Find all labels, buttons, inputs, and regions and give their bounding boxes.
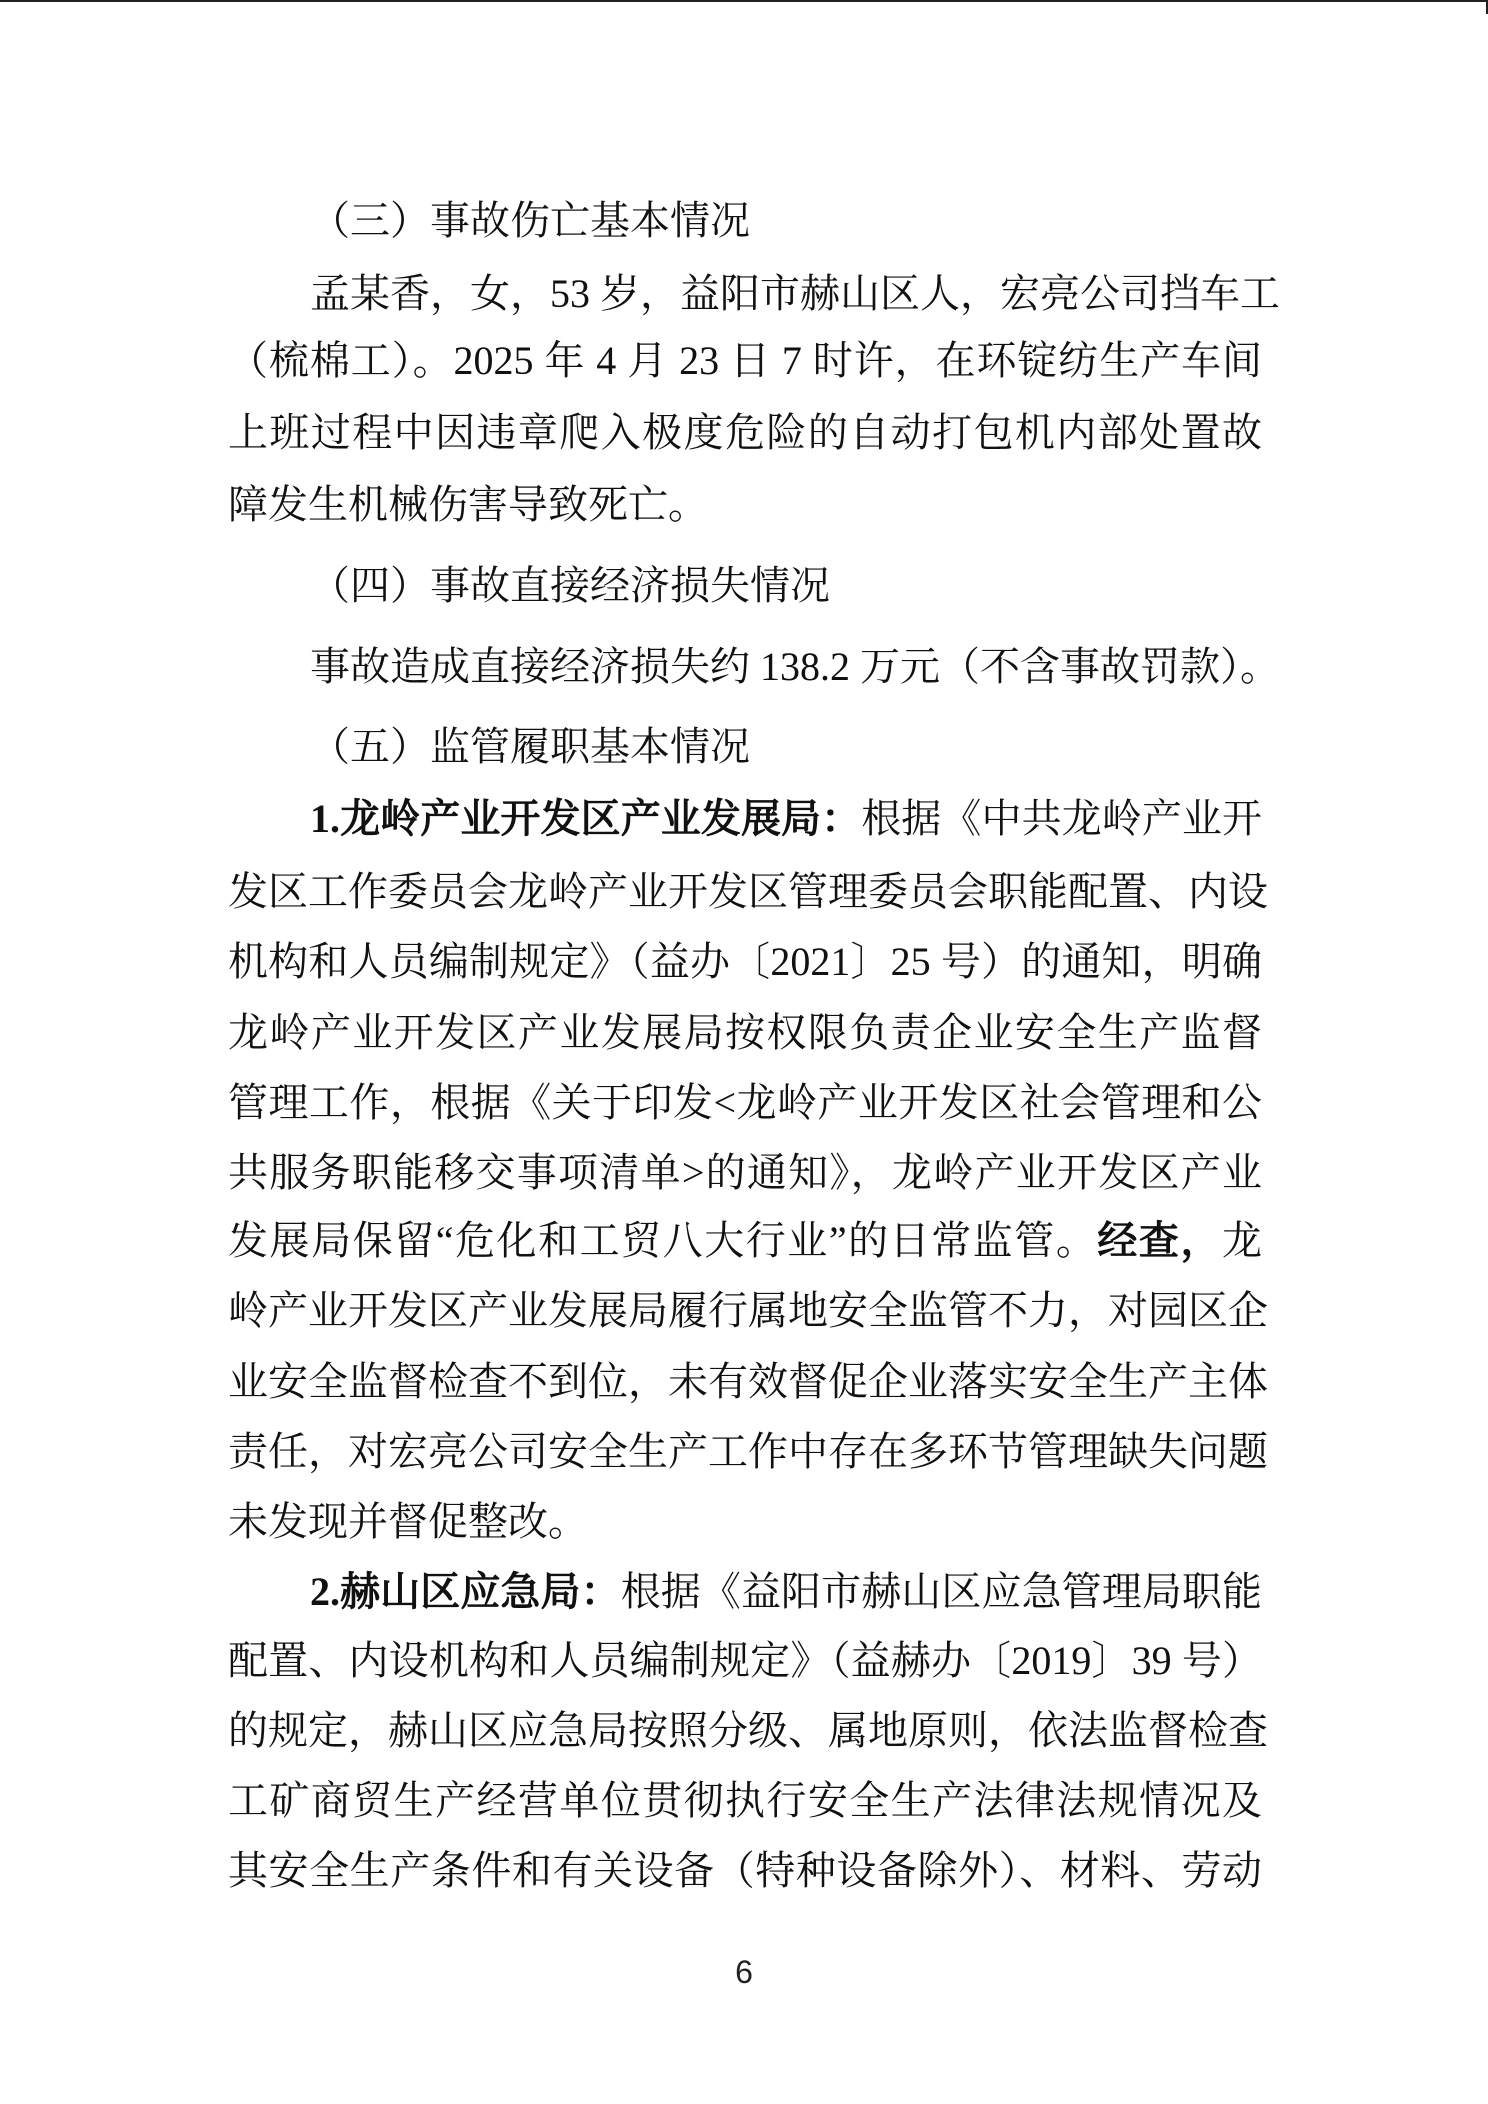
paragraph-line <box>228 1492 1262 1552</box>
bold-text: 经查， <box>1097 1218 1222 1263</box>
paragraph-line <box>228 1073 1262 1133</box>
paragraph-line <box>310 264 1280 324</box>
text-segment: 业安全监督检查不到位，未有效督促企业落实安全生产主体 <box>228 1359 1268 1404</box>
text-segment: （梳棉工）。2025 年 4 月 23 日 7 时许，在环锭纺生产车间 <box>228 338 1262 383</box>
text-segment: 共服务职能移交事项清单>的通知》，龙岭产业开发区产业 <box>228 1150 1262 1195</box>
text-segment: 根据《中共龙岭产业开 <box>861 796 1263 841</box>
text-segment: 龙岭产业开发区产业发展局按权限负责企业安全生产监督 <box>228 1010 1262 1055</box>
paragraph-line <box>228 1143 1262 1203</box>
paragraph-line <box>228 1422 1268 1482</box>
paragraph-line <box>228 403 1262 463</box>
page-top-border <box>0 0 1488 2</box>
text-segment: 的规定，赫山区应急局按照分级、属地原则，依法监督检查 <box>228 1708 1268 1753</box>
paragraph-line <box>228 1281 1268 1341</box>
paragraph-line <box>228 1771 1262 1831</box>
text-segment: 其安全生产条件和有关设备（特种设备除外）、材料、劳动 <box>228 1848 1262 1893</box>
text-segment: （三）事故伤亡基本情况 <box>310 198 750 243</box>
text-segment: 岭产业开发区产业发展局履行属地安全监管不力，对园区企 <box>228 1288 1268 1333</box>
text-segment: 发区工作委员会龙岭产业开发区管理委员会职能配置、内设 <box>228 869 1268 914</box>
bold-text: 2.赫山区应急局： <box>310 1569 621 1614</box>
section-heading <box>310 556 1262 616</box>
text-segment: （五）监管履职基本情况 <box>310 724 750 769</box>
paragraph-line <box>228 932 1262 992</box>
text-segment: 配置、内设机构和人员编制规定》（益赫办〔2019〕39 号） <box>228 1638 1262 1683</box>
text-segment: （四）事故直接经济损失情况 <box>310 563 830 608</box>
text-segment: 龙 <box>1222 1218 1262 1263</box>
paragraph-line <box>228 1352 1268 1412</box>
text-segment: 上班过程中因违章爬入极度危险的自动打包机内部处置故 <box>228 410 1262 455</box>
text-segment: 工矿商贸生产经营单位贯彻执行安全生产法律法规情况及 <box>228 1778 1262 1823</box>
bold-text: 1.龙岭产业开发区产业发展局： <box>310 796 862 841</box>
paragraph-line <box>228 862 1268 922</box>
text-segment: 管理工作，根据《关于印发<龙岭产业开发区社会管理和公 <box>228 1080 1262 1125</box>
paragraph-line <box>228 1211 1262 1271</box>
text-segment: 发展局保留“危化和工贸八大行业”的日常监管。 <box>228 1218 1098 1263</box>
text-segment: 障发生机械伤害导致死亡。 <box>228 482 708 527</box>
paragraph-line <box>228 1701 1268 1761</box>
paragraph-line <box>310 637 1280 697</box>
paragraph-line <box>310 1562 1262 1622</box>
paragraph-line <box>228 475 1262 535</box>
text-segment: 根据《益阳市赫山区应急管理局职能 <box>620 1569 1263 1614</box>
text-segment: 机构和人员编制规定》（益办〔2021〕25 号）的通知，明确 <box>228 939 1262 984</box>
paragraph-line <box>228 331 1262 391</box>
paragraph-line <box>310 789 1262 849</box>
page-number: 6 <box>735 1954 753 1990</box>
text-segment: 事故造成直接经济损失约 138.2 万元（不含事故罚款）。 <box>310 644 1280 689</box>
paragraph-line <box>228 1841 1262 1901</box>
text-segment: 责任，对宏亮公司安全生产工作中存在多环节管理缺失问题 <box>228 1429 1268 1474</box>
paragraph-line <box>228 1631 1262 1691</box>
text-segment: 孟某香，女，53 岁，益阳市赫山区人，宏亮公司挡车工 <box>310 271 1280 316</box>
section-heading <box>310 717 1262 777</box>
paragraph-line <box>228 1003 1262 1063</box>
text-segment: 未发现并督促整改。 <box>228 1499 588 1544</box>
section-heading <box>310 191 1262 251</box>
